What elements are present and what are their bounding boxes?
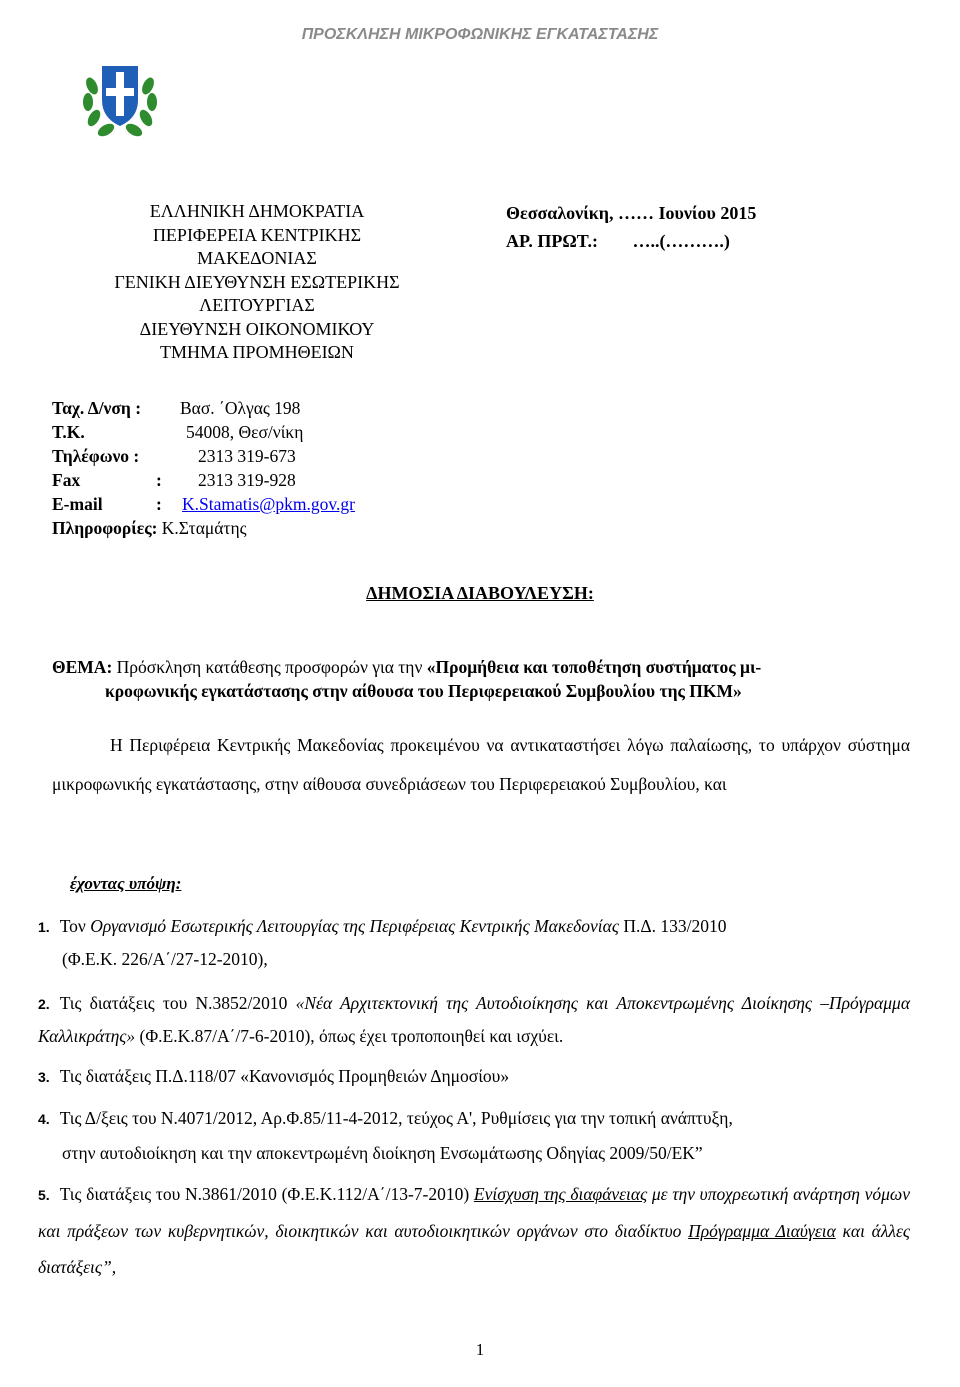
- item-continuation: στην αυτοδιοίκηση και την αποκεντρωμένη διοίκηση Ενσωμάτωσης Οδηγίας 2009/50/ΕΚ”: [62, 1143, 703, 1163]
- item-text: (Φ.Ε.Κ.87/Α΄/7-6-2010), όπως έχει τροποποιηθεί και ισχύει.: [139, 1026, 564, 1046]
- info-label: Πληροφορίες:: [52, 518, 158, 538]
- subject-title-1: «Προμήθεια και τοποθέτηση συστήματος μι-: [426, 657, 762, 677]
- list-item: [38, 987, 910, 1052]
- authority-line: ΤΜΗΜΑ ΠΡΟΜΗΘΕΙΩΝ: [160, 342, 354, 362]
- street-value: Βασ. ΄Ολγας 198: [180, 398, 301, 418]
- item-italic: με την υποχρεωτική ανάρτηση νόμων και πράξεων των κυβερνητικών, διοικητικών και αυτοδιοικητικών οργάνων στο διαδίκτυο: [38, 1184, 911, 1241]
- item-text: Τις Δ/ξεις του Ν.4071/2012, Αρ.Φ.85/11-4-2012, τεύχος Α', Ρυθμίσεις για την τοπική ανάπτυξη,: [59, 1108, 733, 1128]
- item-number: 2.: [38, 996, 50, 1012]
- item-number: 4.: [38, 1111, 50, 1127]
- subject-block: [52, 655, 908, 703]
- item-italic: «Νέα Αρχιτεκτονική της Αυτοδιοίκησης και Αποκεντρωμένης Διοίκησης –Πρόγραμμα Καλλικράτης»: [38, 993, 911, 1046]
- greek-emblem-icon: [78, 56, 162, 140]
- item-number: 1.: [38, 919, 50, 935]
- item-italic: και άλλες διατάξεις”,: [38, 1221, 911, 1277]
- protocol-value: …..(……….): [632, 231, 730, 251]
- phone-row: [52, 444, 355, 468]
- authority-line: ΜΑΚΕΔΟΝΙΑΣ: [197, 248, 317, 268]
- item-text: Π.Δ. 133/2010: [623, 916, 727, 936]
- item-line: [38, 1101, 910, 1136]
- street-label: Ταχ. Δ/νση :: [52, 398, 142, 418]
- item-text: Τις διατάξεις του Ν.3852/2010: [59, 993, 288, 1013]
- item-text: Τον: [59, 916, 86, 936]
- authority-block: [62, 200, 452, 365]
- authority-line: ΔΙΕΥΘΥΝΣΗ ΟΙΚΟΝΟΜΙΚΟΥ: [139, 318, 375, 339]
- phone-label: Τηλέφωνο :: [52, 446, 140, 466]
- email-label: E-mail: [52, 494, 103, 514]
- item-number: 3.: [38, 1069, 50, 1085]
- fax-value: 2313 319-928: [198, 470, 296, 490]
- subject-plain: Πρόσκληση κατάθεσης προσφορών για την: [116, 657, 423, 677]
- considering-heading: έχοντας υπόψη:: [70, 874, 182, 893]
- item-continuation: (Φ.Ε.Κ. 226/Α΄/27-12-2010),: [62, 949, 268, 969]
- authority-line: ΛΕΙΤΟΥΡΓΙΑΣ: [199, 295, 315, 315]
- subject-line-2: [52, 679, 908, 703]
- date-line: Θεσσαλονίκη, …… Ιουνίου 2015: [506, 203, 757, 223]
- info-value: Κ.Σταμάτης: [161, 518, 247, 538]
- protocol-line: [506, 227, 756, 255]
- email-colon: :: [156, 494, 162, 514]
- tk-row: [52, 420, 355, 444]
- item-underlined: Πρόγραμμα Διαύγεια: [688, 1221, 836, 1241]
- subject-label: ΘΕΜΑ:: [52, 657, 113, 677]
- list-item: [38, 910, 910, 975]
- fax-row: [52, 468, 355, 492]
- fax-colon: :: [156, 470, 162, 490]
- list-item: [38, 1101, 910, 1170]
- item-text: Τις διατάξεις του Ν.3861/2010 (Φ.Ε.Κ.112/Α΄/13-7-2010): [59, 1184, 470, 1204]
- address-block: [52, 396, 355, 540]
- item-text: Τις διατάξεις Π.Δ.118/07 «Κανονισμός Προμηθειών Δημοσίου»: [59, 1066, 510, 1086]
- section-title: ΔΗΜΟΣΙΑ ΔΙΑΒΟΥΛΕΥΣΗ:: [366, 583, 594, 603]
- running-header: ΠΡΟΣΚΛΗΣΗ ΜΙΚΡΟΦΩΝΙΚΗΣ ΕΓΚΑΤΑΣΤΑΣΗΣ: [301, 26, 659, 43]
- authority-line: ΓΕΝΙΚΗ ΔΙΕΥΘΥΝΣΗ ΕΣΩΤΕΡΙΚΗΣ: [114, 271, 400, 292]
- subject-line-1: [52, 655, 908, 679]
- page-number: 1: [475, 1340, 485, 1359]
- email-row: [52, 492, 355, 516]
- tk-label: Τ.Κ.: [52, 422, 85, 442]
- list-item: [38, 1066, 910, 1087]
- list-item: [38, 1176, 910, 1285]
- item-number: 5.: [38, 1187, 50, 1203]
- subject-title-2: κροφωνικής εγκατάστασης στην αίθουσα του Περιφερειακού Συμβουλίου της ΠΚΜ»: [105, 681, 742, 701]
- address-row: [52, 396, 355, 420]
- body-paragraph: Η Περιφέρεια Κεντρικής Μακεδονίας προκειμένου να αντικαταστήσει λόγω παλαίωσης, το υπάρχον σύστημα μικροφωνικής εγκατάστασης, στην αίθουσα συνεδριάσεων του Περιφερειακού Συμβουλίου, και: [52, 735, 910, 794]
- info-row: [52, 516, 355, 540]
- date-protocol-block: [506, 199, 756, 255]
- protocol-label: ΑΡ. ΠΡΩΤ.:: [506, 231, 598, 251]
- email-link[interactable]: K.Stamatis@pkm.gov.gr: [182, 494, 355, 514]
- authority-line: ΕΛΛΗΝΙΚΗ ΔΗΜΟΚΡΑΤΙΑ: [149, 201, 365, 221]
- tk-value: 54008, Θεσ/νίκη: [186, 422, 304, 442]
- item-italic: Οργανισμό Εσωτερικής Λειτουργίας της Περιφέρειας Κεντρικής Μακεδονίας: [90, 916, 619, 936]
- authority-line: ΠΕΡΙΦΕΡΕΙΑ ΚΕΝΤΡΙΚΗΣ: [152, 224, 362, 245]
- phone-value: 2313 319-673: [198, 446, 296, 466]
- item-underlined: Ενίσχυση της διαφάνειας: [473, 1184, 648, 1204]
- fax-label: Fax: [52, 470, 81, 490]
